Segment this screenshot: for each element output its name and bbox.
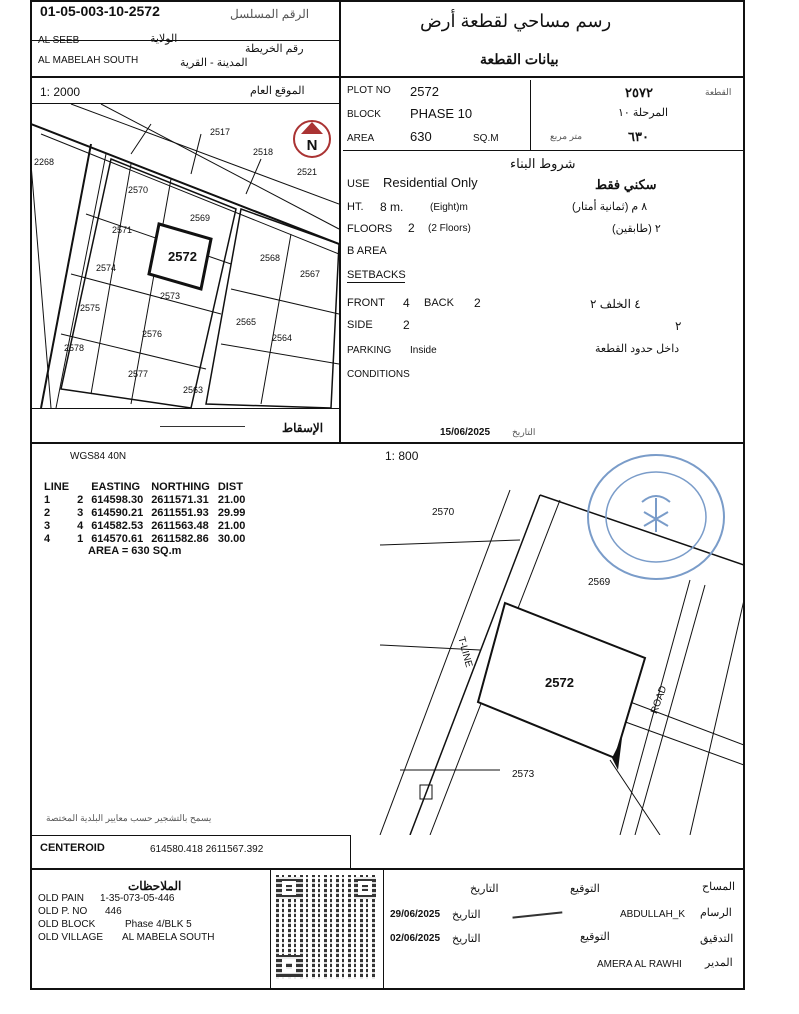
- cell: 30.00: [217, 532, 246, 545]
- cell: 614582.53: [91, 519, 144, 532]
- date-label-ar: التاريخ: [452, 909, 481, 921]
- loc-plot-label: 2576: [142, 329, 163, 339]
- draftsman-name: ABDULLAH_K: [620, 909, 686, 920]
- divider: [339, 0, 341, 442]
- plot-data-title-ar: بيانات القطعة: [480, 51, 559, 67]
- serial-number: 01-05-003-10-2572: [40, 3, 160, 19]
- date: 15/06/2025: [440, 427, 491, 438]
- loc-plot-label: 2575: [80, 303, 101, 313]
- block-label: BLOCK: [347, 109, 381, 120]
- back: 2: [474, 296, 481, 310]
- plot-label: 2572: [545, 675, 574, 690]
- old-pno: 446: [105, 906, 122, 917]
- ht-words: (Eight)m: [430, 202, 468, 213]
- old-village-label: OLD VILLAGE: [38, 932, 104, 943]
- location-scale: 1: 2000: [40, 85, 81, 99]
- front-label: FRONT: [347, 297, 385, 309]
- village: AL MABELAH SOUTH: [38, 55, 139, 66]
- divider: [350, 835, 351, 868]
- old-pno-label: OLD P. NO: [38, 906, 88, 917]
- draftsman-label-ar: الرسام: [700, 907, 732, 919]
- loc-plot-label: 2268: [34, 157, 55, 167]
- divider: [30, 868, 745, 870]
- cell: 614598.30: [91, 493, 144, 506]
- serial-label-ar: الرقم المسلسل: [230, 7, 310, 21]
- setbacks-label: SETBACKS: [347, 269, 406, 281]
- loc-plot-label: 2521: [297, 167, 318, 177]
- location-title-ar: الموقع العام: [250, 85, 305, 97]
- parking-ar: داخل حدود القطعة: [595, 343, 680, 355]
- loc-plot-label: 2564: [272, 333, 293, 343]
- cell: 4: [77, 519, 84, 532]
- block-ar: المرحلة ١٠: [618, 107, 669, 119]
- cell: 2: [77, 493, 84, 506]
- block: PHASE 10: [410, 106, 473, 121]
- cell: 4: [44, 532, 51, 545]
- map-no-label-ar: رقم الخريطة: [245, 43, 304, 55]
- centroid: 614580.418 2611567.392: [150, 844, 264, 855]
- loc-plot-label: 2571: [112, 225, 133, 235]
- column-header: DIST: [217, 480, 243, 493]
- datum: WGS84 40N: [70, 451, 127, 462]
- area-unit: SQ.M: [473, 133, 499, 144]
- date-label-ar: التاريخ: [512, 427, 536, 437]
- north-label: N: [306, 137, 318, 154]
- planting-note-ar: يسمح بالتشجير حسب معايير البلدية المختصة: [46, 813, 212, 823]
- column-header: NORTHING: [151, 480, 210, 493]
- cell: 3: [44, 519, 51, 532]
- plot-no: 2572: [410, 84, 439, 99]
- plot-no-label: PLOT NO: [347, 85, 391, 96]
- ht: 8 m.: [380, 200, 404, 214]
- village-label-ar: المدينة - القرية: [180, 57, 248, 69]
- old-village: AL MABELA SOUTH: [122, 932, 215, 943]
- side-ar: ٢: [675, 319, 682, 333]
- wilayat-label-ar: الولاية: [150, 33, 178, 45]
- parking: Inside: [410, 345, 437, 356]
- old-pain-label: OLD PAIN: [38, 893, 84, 904]
- divider: [30, 835, 350, 836]
- detail-scale: 1: 800: [385, 449, 419, 463]
- loc-plot-label: 2568: [260, 253, 281, 263]
- centroid-label: CENTEROID: [40, 842, 105, 854]
- divider: [347, 282, 405, 283]
- check-date: 02/06/2025: [390, 933, 441, 944]
- loc-plot-label: 2578: [64, 343, 85, 353]
- sheet-title-ar: رسم مساحي لقطعة أرض: [420, 11, 612, 31]
- divider: [30, 408, 340, 409]
- loc-plot-label: 2567: [300, 269, 321, 279]
- loc-plot-label: 2574: [96, 263, 117, 273]
- table-row: [40, 493, 249, 506]
- signature-label-ar: التوقيع: [570, 883, 600, 895]
- neighbor-plot: 2570: [432, 507, 455, 518]
- road-label: ROAD: [649, 684, 670, 716]
- loc-plot-label: 2577: [128, 369, 149, 379]
- side: 2: [403, 318, 410, 332]
- cell: 1: [44, 493, 51, 506]
- table-header: [40, 480, 249, 493]
- date-label-ar: التاريخ: [470, 883, 499, 895]
- neighbor-plot: 2569: [588, 577, 611, 588]
- old-block: Phase 4/BLK 5: [125, 919, 192, 930]
- column-header: EASTING: [91, 480, 141, 493]
- divider: [383, 870, 384, 990]
- loc-plot-label: 2573: [160, 291, 181, 301]
- area-ar: ٦٣٠: [628, 129, 649, 144]
- divider: [530, 80, 531, 150]
- cell: 2611563.48: [151, 519, 209, 532]
- use-ar: سكني فقط: [595, 177, 657, 192]
- wilayat: AL SEEB: [38, 35, 80, 46]
- conditions-label: CONDITIONS: [347, 369, 410, 380]
- ht-ar: ٨ م (ثمانية أمتار): [572, 201, 648, 213]
- loc-plot-label: 2517: [210, 127, 231, 137]
- back-label: BACK: [424, 297, 454, 309]
- column-header: [73, 480, 87, 493]
- draft-date: 29/06/2025: [390, 909, 441, 920]
- cell: 21.00: [217, 493, 246, 506]
- plot-label-ar: القطعة: [705, 87, 732, 97]
- manager-name: AMERA AL RAWHI: [597, 959, 682, 970]
- floors-ar: ٢ (طابقين): [612, 223, 661, 235]
- conditions-title-ar: شروط البناء: [510, 156, 576, 171]
- divider: [270, 870, 271, 990]
- front: 4: [403, 296, 410, 310]
- neighbor-plot: 2573: [512, 769, 535, 780]
- use: Residential Only: [383, 175, 478, 190]
- cell: 29.99: [217, 506, 246, 519]
- loc-plot-label: 2565: [236, 317, 257, 327]
- old-pain: 1-35-073-05-446: [100, 893, 175, 904]
- loc-plot-label: 2569: [190, 213, 211, 223]
- checker-label-ar: التدقيق: [700, 933, 734, 945]
- divider: [30, 442, 745, 444]
- divider: [343, 150, 743, 151]
- table-row: [40, 506, 249, 519]
- cell: 3: [77, 506, 84, 519]
- area-total: AREA = 630 SQ.m: [88, 545, 182, 557]
- date-label-ar: التاريخ: [452, 933, 481, 945]
- cell: 2611551.93: [151, 506, 209, 519]
- loc-highlight-label: 2572: [168, 249, 197, 264]
- area: 630: [410, 129, 432, 144]
- old-block-label: OLD BLOCK: [38, 919, 96, 930]
- cell: 21.00: [217, 519, 246, 532]
- cell: 2: [44, 506, 51, 519]
- floors-label: FLOORS: [347, 223, 393, 235]
- area-unit-ar: متر مربع: [550, 131, 583, 141]
- cell: 614590.21: [91, 506, 144, 519]
- divider: [30, 76, 745, 78]
- cell: 2611582.86: [151, 532, 209, 545]
- projection-label-ar: الإسقاط: [282, 421, 324, 435]
- surveyor-label-ar: المساح: [702, 881, 736, 893]
- cell: 1: [77, 532, 84, 545]
- ht-label: HT.: [347, 201, 364, 213]
- column-header: LINE: [44, 480, 70, 493]
- plot-no-ar: ٢٥٧٢: [625, 85, 653, 100]
- side-label: SIDE: [347, 319, 373, 331]
- use-label: USE: [347, 178, 370, 190]
- floors: 2: [408, 221, 415, 235]
- parking-label: PARKING: [347, 345, 392, 356]
- front-ar: ٤ الخلف ٢: [590, 297, 641, 311]
- loc-plot-label: 2518: [253, 147, 274, 157]
- qr-code: [276, 875, 378, 979]
- floors-words: (2 Floors): [428, 223, 471, 234]
- signature-label-ar: التوقيع: [580, 931, 610, 943]
- manager-label-ar: المدير: [705, 957, 733, 969]
- table-row: [40, 519, 249, 532]
- table-row: [40, 532, 249, 545]
- area-label: AREA: [347, 133, 375, 144]
- signature-scribble: [160, 416, 245, 427]
- remarks-title-ar: الملاحظات: [128, 879, 182, 893]
- cell: 2611571.31: [151, 493, 209, 506]
- road-label: T-LINE: [455, 635, 475, 669]
- barea-label: B AREA: [347, 245, 387, 257]
- coordinate-table: [40, 480, 249, 545]
- official-stamp: [584, 450, 728, 584]
- loc-plot-label: 2563: [183, 385, 204, 395]
- cell: 614570.61: [91, 532, 144, 545]
- loc-plot-label: 2570: [128, 185, 149, 195]
